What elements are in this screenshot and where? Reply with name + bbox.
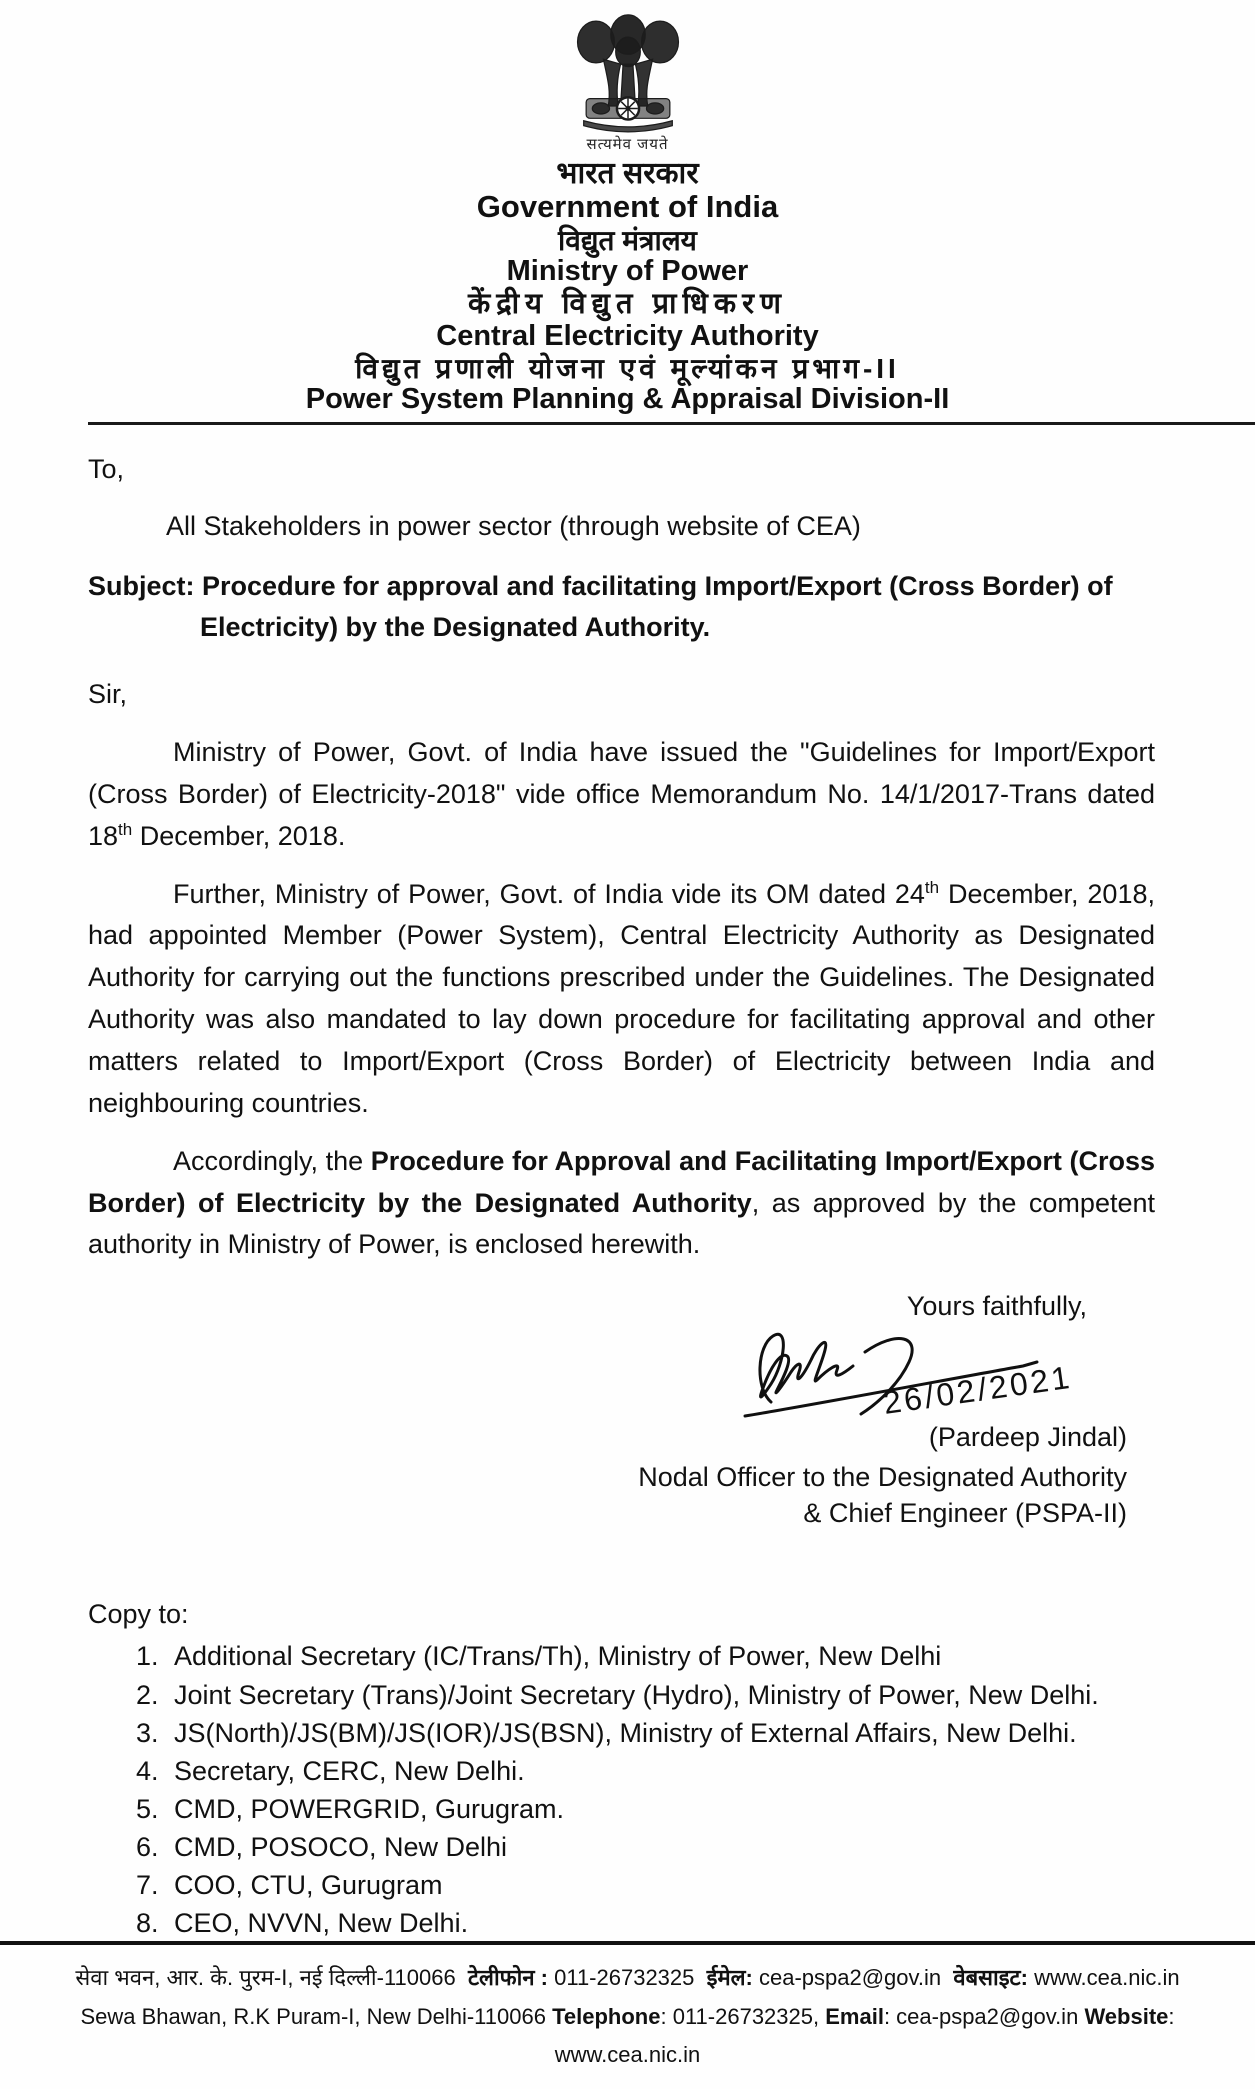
copy-to-list bbox=[88, 1639, 1155, 1941]
ordinal-superscript: th bbox=[118, 819, 133, 839]
procedure-title-bold: Procedure for Approval and Facilitating Import/Export (Cross Border) of Electricity by the Designated Authority bbox=[88, 1145, 1155, 1218]
letter-body bbox=[0, 425, 1255, 1942]
division-hindi: विद्युत प्रणाली योजना एवं मूल्यांकन प्रभाग-II bbox=[355, 353, 900, 385]
telephone-label-hindi: टेलीफोन : bbox=[467, 1965, 548, 1991]
signature-date: 26/02/2021 bbox=[880, 1358, 1075, 1422]
subject-label: Subject: bbox=[88, 571, 195, 602]
copy-to-item: 3. JS(North)/JS(BM)/JS(IOR)/JS(BSN), Ministry of External Affairs, New Delhi. bbox=[166, 1716, 1155, 1751]
ministry-of-power-hindi: विद्युत मंत्रालय bbox=[558, 224, 697, 256]
national-emblem-icon bbox=[553, 10, 703, 138]
copy-to-item: 1. Additional Secretary (IC/Trans/Th), Ministry of Power, New Delhi bbox=[166, 1639, 1155, 1674]
cea-hindi: केंद्रीय विद्युत प्राधिकरण bbox=[467, 288, 787, 321]
telephone-number: 011-26732325 bbox=[554, 1965, 695, 1991]
website-label-hindi: वेबसाइट: bbox=[953, 1965, 1028, 1991]
copy-to-item: 6. CMD, POSOCO, New Delhi bbox=[166, 1830, 1155, 1865]
website-address: www.cea.nic.in bbox=[1034, 1965, 1180, 1991]
footer-address-english: Sewa Bhawan, R.K Puram-I, New Delhi-110066 Telephone: 011-26732325, Email: cea-pspa2@gov.in Website: www.cea.nic.in bbox=[80, 2003, 1175, 2068]
handwritten-signature bbox=[737, 1322, 1127, 1430]
email-label: Email bbox=[825, 2003, 884, 2029]
to-label: To, bbox=[88, 453, 125, 484]
email-address: : cea-pspa2@gov.in bbox=[883, 2003, 1079, 2029]
copy-to-label: Copy to: bbox=[88, 1598, 189, 1629]
footer-address-hindi: सेवा भवन, आर. के. पुरम-I, नई दिल्ली-110066 टेलीफोन : 011-26732325 ईमेल: cea-pspa2@gov.in वेबसाइट: www.cea.nic.in bbox=[75, 1965, 1180, 1991]
copy-to-item: 7. COO, CTU, Gurugram bbox=[166, 1868, 1155, 1903]
copy-to-item: 5. CMD, POWERGRID, Gurugram. bbox=[166, 1792, 1155, 1827]
email-label-hindi: ईमेल: bbox=[706, 1965, 753, 1991]
ordinal-superscript: th bbox=[924, 877, 940, 897]
salutation: Sir, bbox=[88, 679, 128, 710]
letter-footer bbox=[0, 1941, 1255, 2089]
signatory-title-1: Nodal Officer to the Designated Authority bbox=[638, 1461, 1127, 1492]
govt-of-india: Government of India bbox=[476, 189, 779, 225]
signatory-title-2: & Chief Engineer (PSPA-II) bbox=[803, 1498, 1127, 1529]
copy-to-item: 8. CEO, NVVN, New Delhi. bbox=[166, 1906, 1155, 1941]
recipient: All Stakeholders in power sector (through website of CEA) bbox=[166, 511, 861, 542]
email-address: cea-pspa2@gov.in bbox=[758, 1965, 942, 1991]
signatory-name: (Pardeep Jindal) bbox=[928, 1421, 1127, 1452]
telephone-label: Telephone bbox=[552, 2003, 661, 2029]
emblem-motto: सत्यमेव जयते bbox=[586, 136, 669, 153]
cea: Central Electricity Authority bbox=[436, 319, 819, 352]
subject-line bbox=[88, 566, 1155, 647]
paragraph-3: Accordingly, the Procedure for Approval and Facilitating Import/Export (Cross Border) of Electricity by the Designated Authority, as approved by the competent authority in Ministry of Power, is enclosed herewith. bbox=[88, 1145, 1155, 1260]
subject-text: Procedure for approval and facilitating Import/Export (Cross Border) of Electricity) by the Designated Authority. bbox=[200, 571, 1113, 642]
paragraph-2: Further, Ministry of Power, Govt. of India vide its OM dated 24th December, 2018, had appointed Member (Power System), Central Electricity Authority as Designated Authority for carrying out the functions prescribed under the Guidelines. The Designated Authority was also mandated to lay down procedure for facilitating approval and other matters related to Import/Export (Cross Border) of Electricity between India and neighbouring countries. bbox=[88, 877, 1155, 1118]
website-address: : www.cea.nic.in bbox=[554, 2003, 1175, 2068]
division: Power System Planning & Appraisal Division-II bbox=[305, 383, 950, 416]
closing: Yours faithfully, bbox=[906, 1291, 1087, 1322]
signature-block bbox=[88, 1286, 1155, 1531]
letterhead bbox=[0, 0, 1255, 416]
copy-to-item: 2. Joint Secretary (Trans)/Joint Secretary (Hydro), Ministry of Power, New Delhi. bbox=[166, 1678, 1155, 1713]
copy-to-section bbox=[88, 1594, 1155, 1942]
telephone-number: : 011-26732325, bbox=[660, 2003, 820, 2029]
copy-to-item: 4. Secretary, CERC, New Delhi. bbox=[166, 1754, 1155, 1789]
paragraph-1: Ministry of Power, Govt. of India have issued the "Guidelines for Import/Export (Cross Border) of Electricity-2018" vide office Memorandum No. 14/1/2017-Trans dated 18th December, 2018. bbox=[88, 737, 1155, 851]
website-label: Website bbox=[1084, 2003, 1169, 2029]
ministry-of-power: Ministry of Power bbox=[506, 255, 749, 288]
govt-of-india-hindi: भारत सरकार bbox=[556, 157, 699, 190]
